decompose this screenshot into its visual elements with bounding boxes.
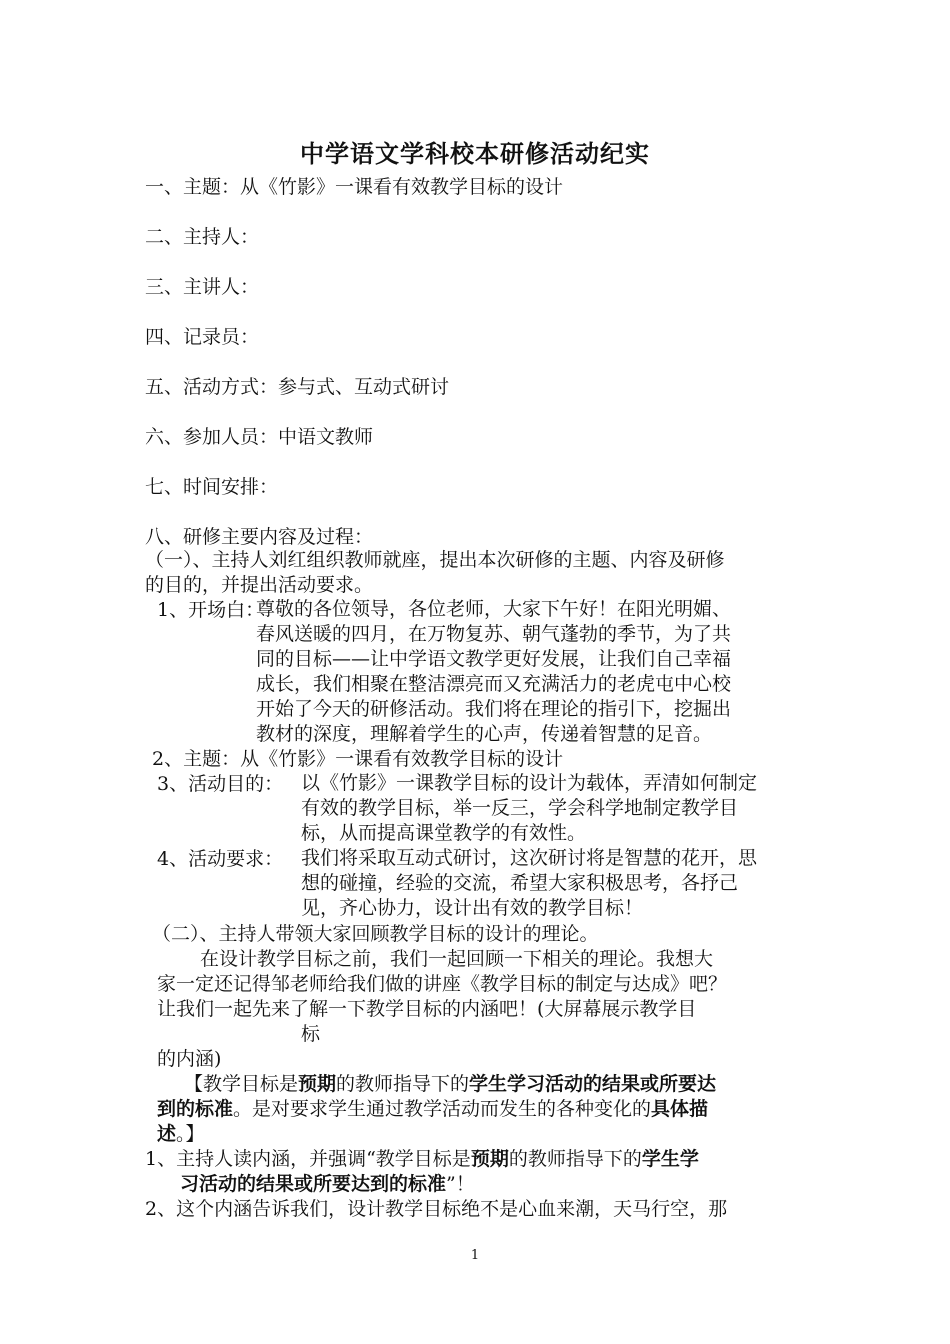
item1-line: 教材的深度，理解着学生的心声，传递着智慧的足音。	[256, 723, 713, 745]
item3-line: 标，从而提高课堂教学的有效性。	[301, 822, 587, 844]
item2-text: 2、主题：从《竹影》一课看有效教学目标的设计	[152, 748, 564, 770]
header-item-speaker: 三、主讲人：	[145, 276, 260, 298]
header-item-schedule: 七、时间安排：	[145, 476, 279, 498]
para-line: 让我们一起先来了解一下教学目标的内涵吧！(大屏幕展示教学目	[157, 998, 697, 1020]
para-line: 在设计教学目标之前，我们一起回顾一下相关的理论。我想大	[200, 948, 714, 970]
definition-line3: 述。】	[157, 1123, 205, 1145]
item3-line: 以《竹影》一课教学目标的设计为载体，弄清如何制定	[301, 772, 758, 794]
point1-line2: 习活动的结果或所要达到的标准”！	[180, 1173, 475, 1195]
header-item-content: 八、研修主要内容及过程：	[145, 526, 374, 548]
item1-line: 同的目标——让中学语文教学更好发展，让我们自己幸福	[256, 648, 732, 670]
section-two-heading: （二）、主持人带领大家回顾教学目标的设计的理论。	[152, 923, 599, 945]
para-line: 家一定还记得邹老师给我们做的讲座《教学目标的制定与达成》吧？	[157, 973, 728, 995]
item1-text	[256, 597, 731, 747]
item1-label: 1、开场白：	[157, 599, 265, 621]
para-line: 标	[301, 1023, 321, 1045]
item4-line: 我们将采取互动式研讨，这次研讨将是智慧的花开，思	[301, 847, 758, 869]
item1-line: 春风送暖的四月，在万物复苏、朝气蓬勃的季节，为了共	[256, 623, 732, 645]
header-item-participants: 六、参加人员：中语文教师	[145, 426, 374, 448]
item4-label: 4、活动要求：	[157, 848, 284, 870]
definition-line2: 到的标准。是对要求学生通过教学活动而发生的各种变化的具体描	[157, 1098, 709, 1120]
item4-text	[301, 846, 757, 921]
item1-line: 成长，我们相聚在整洁漂亮而又充满活力的老虎屯中心校	[256, 673, 732, 695]
header-item-method: 五、活动方式：参与式、互动式研讨	[145, 376, 450, 398]
document-title: 中学语文学科校本研修活动纪实	[300, 139, 650, 168]
point2-line: 2、这个内涵告诉我们，设计教学目标绝不是心血来潮，天马行空，那	[145, 1198, 728, 1220]
definition-line1: 【教学目标是预期的教师指导下的学生学习活动的结果或所要达	[184, 1073, 717, 1095]
page-number: 1	[470, 1248, 480, 1263]
header-item-recorder: 四、记录员：	[145, 326, 260, 348]
header-item-theme: 一、主题：从《竹影》一课看有效教学目标的设计	[145, 176, 564, 198]
item1-line: 尊敬的各位领导，各位老师，大家下午好！在阳光明媚、	[256, 598, 732, 620]
item4-line: 想的碰撞，经验的交流，希望大家积极思考，各抒己	[301, 872, 739, 894]
item1-line: 开始了今天的研修活动。我们将在理论的指引下，挖掘出	[256, 698, 732, 720]
section-one-line2: 的目的，并提出活动要求。	[145, 574, 374, 596]
item3-label: 3、活动目的：	[157, 773, 284, 795]
point1-line1: 1、主持人读内涵，并强调“教学目标是预期的教师指导下的学生学	[145, 1148, 699, 1170]
para-line: 的内涵)	[157, 1048, 222, 1070]
item3-text	[301, 771, 757, 846]
item4-line: 见，齐心协力，设计出有效的教学目标！	[301, 897, 644, 919]
item3-line: 有效的教学目标，举一反三，学会科学地制定教学目	[301, 797, 739, 819]
header-item-host: 二、主持人：	[145, 226, 260, 248]
section-one-line1: （一）、主持人刘红组织教师就座，提出本次研修的主题、内容及研修	[145, 549, 725, 571]
